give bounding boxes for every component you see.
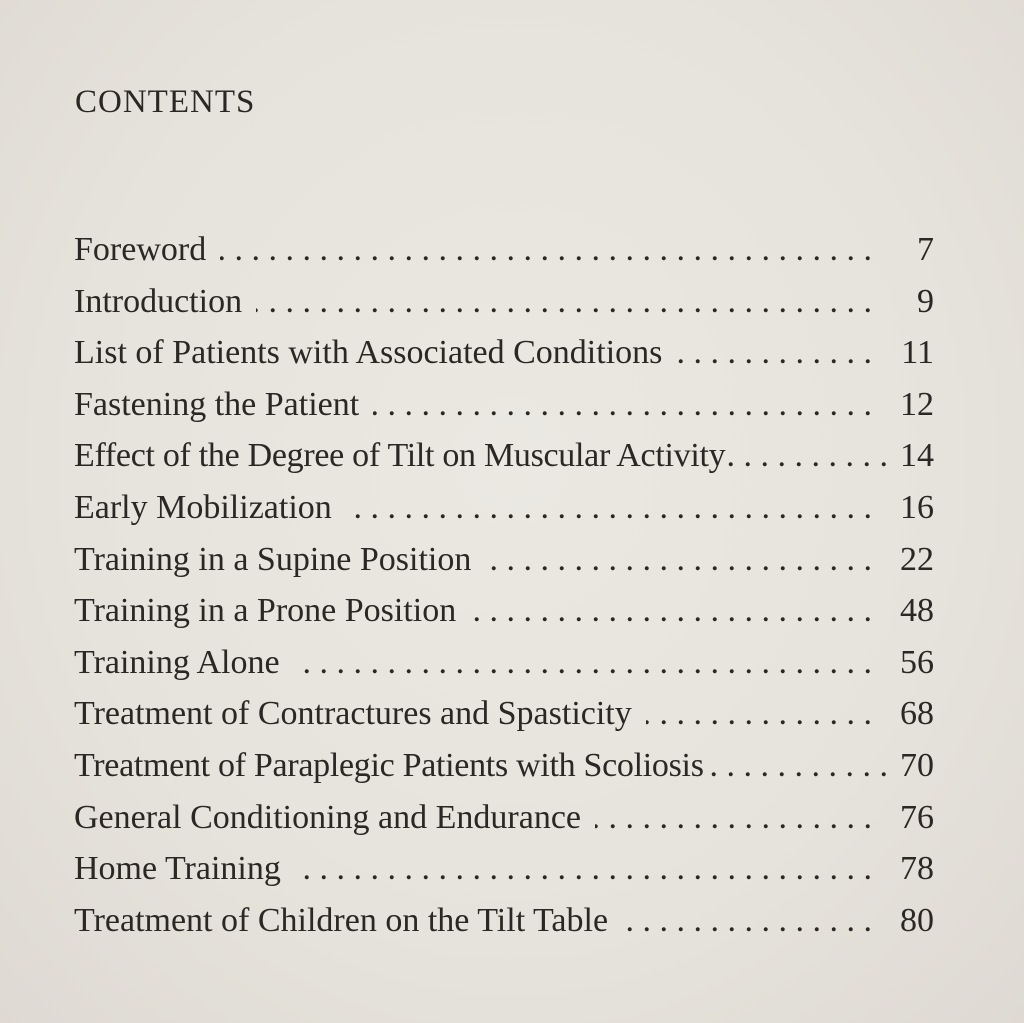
toc-entry-children	[74, 895, 934, 947]
toc-entry-title: Training in a Supine Position	[74, 540, 472, 578]
dot-leader	[373, 379, 872, 431]
dot-leader	[220, 224, 872, 276]
toc-entry-title: Introduction	[74, 282, 243, 320]
toc-entry-title: Effect of the Degree of Tilt on Muscular Activity	[74, 437, 726, 475]
toc-entry-page-number: 80	[900, 901, 934, 939]
toc-entry-page-number: 22	[900, 540, 934, 578]
toc-entry-title: List of Patients with Associated Conditions	[74, 334, 663, 372]
toc-entry-effect-of-tilt	[74, 430, 934, 482]
toc-entry-prone-position	[74, 585, 934, 637]
toc-entry-general-conditioning	[74, 792, 934, 844]
toc-entry-title: Foreword	[74, 231, 207, 268]
toc-entry-page-number: 78	[900, 850, 934, 888]
dot-leader	[346, 482, 872, 534]
toc-entry-list-of-patients	[74, 327, 934, 379]
toc-entry-page-number: 12	[900, 385, 934, 423]
page-title: CONTENTS	[75, 84, 256, 120]
toc-entry-page-number: 7	[917, 231, 934, 268]
toc-entry-title: Training Alone	[74, 643, 280, 681]
toc-entry-page-number: 16	[900, 488, 934, 526]
toc-entry-early-mobilization	[74, 482, 934, 534]
dot-leader	[725, 430, 888, 482]
toc-entry-page-number: 56	[900, 643, 934, 681]
toc-entry-page-number: 70	[900, 746, 934, 784]
toc-entry-introduction	[74, 276, 934, 328]
toc-entry-page-number: 11	[901, 334, 934, 372]
dot-leader	[485, 534, 872, 586]
toc-entry-title: Early Mobilization	[74, 488, 332, 526]
toc-entry-contractures	[74, 688, 934, 740]
toc-entry-title: Treatment of Contractures and Spasticity	[74, 695, 632, 733]
toc-entry-home-training	[74, 843, 934, 895]
toc-entry-title: General Conditioning and Endurance	[74, 798, 582, 836]
toc-entry-page-number: 68	[900, 695, 934, 733]
toc-entry-page-number: 76	[900, 798, 934, 836]
toc-entry-page-number: 14	[900, 437, 934, 475]
dot-leader	[295, 843, 872, 895]
toc-entry-title: Treatment of Paraplegic Patients with Scoliosis	[74, 746, 704, 784]
toc-entry-supine-position	[74, 534, 934, 586]
toc-entry-title: Treatment of Children on the Tilt Table	[74, 901, 609, 939]
toc-entry-training-alone	[74, 637, 934, 689]
dot-leader	[294, 637, 872, 689]
toc-entry-fastening-the-patient	[74, 379, 934, 431]
toc-entry-title: Fastening the Patient	[74, 385, 360, 423]
dot-leader	[256, 276, 872, 328]
dot-leader	[470, 585, 872, 637]
toc-entry-title: Training in a Prone Position	[74, 592, 457, 630]
toc-entry-foreword	[74, 224, 934, 276]
toc-entry-scoliosis	[74, 740, 934, 792]
toc-entry-page-number: 48	[900, 592, 934, 630]
dot-leader	[704, 740, 888, 792]
dot-leader	[646, 688, 872, 740]
toc-entry-page-number: 9	[917, 282, 934, 320]
toc-entry-title: Home Training	[74, 850, 281, 888]
dot-leader	[622, 895, 872, 947]
dot-leader	[595, 792, 872, 844]
dot-leader	[676, 327, 872, 379]
table-of-contents	[74, 224, 934, 946]
